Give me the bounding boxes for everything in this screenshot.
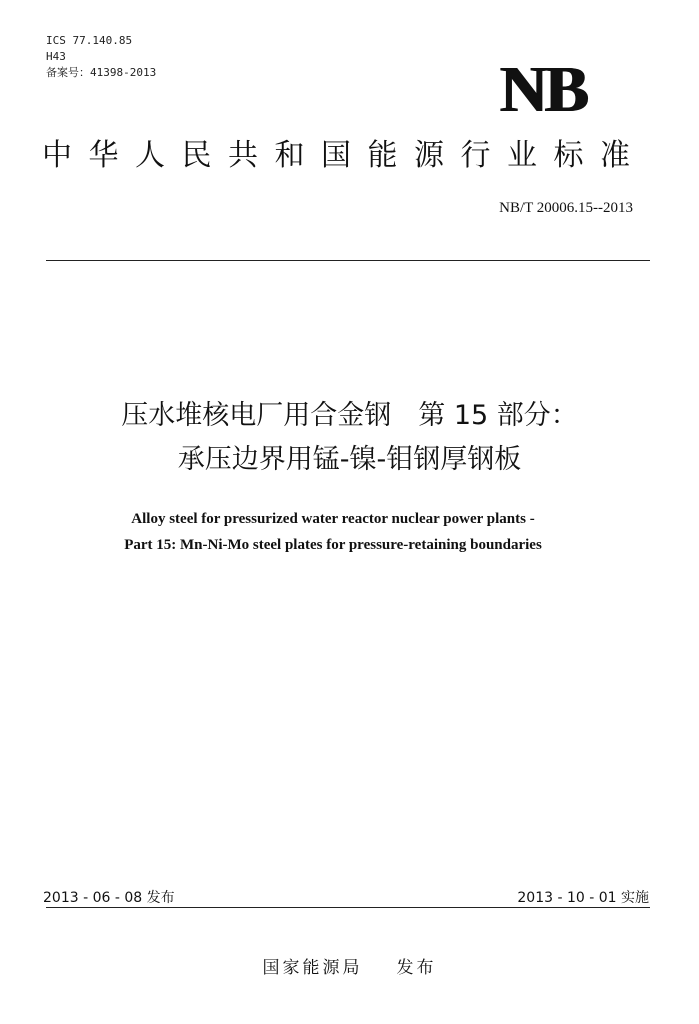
ics-code: ICS 77.140.85: [46, 34, 133, 47]
header-divider: [46, 260, 650, 261]
title-zh-line1: 压水堆核电厂用合金钢 第 15 部分：: [121, 400, 578, 431]
nb-logo: NB: [500, 53, 586, 126]
title-en-line1: Alloy steel for pressurized water reactor nuclear power plants -: [131, 511, 535, 527]
title-zh-line2: 承压边界用锰-镍-钼钢厚钢板: [177, 444, 522, 475]
issue-date: 2013 - 06 - 08 发布: [43, 890, 175, 906]
implement-date: 2013 - 10 - 01 实施: [517, 890, 649, 906]
ccs-code: H43: [46, 50, 66, 63]
record-number: 备案号：41398-2013: [46, 66, 157, 79]
publisher-name: 国家能源局: [262, 958, 363, 978]
standard-number: NB/T 20006.15--2013: [499, 200, 633, 216]
footer-divider: [46, 907, 650, 908]
title-en-line2: Part 15: Mn-Ni-Mo steel plates for pressure-retaining boundaries: [124, 537, 542, 553]
publish-word: 发布: [396, 958, 437, 978]
standard-type-heading: 中华人民共和国能源行业标准: [42, 138, 647, 173]
publisher-line: [0, 956, 699, 980]
